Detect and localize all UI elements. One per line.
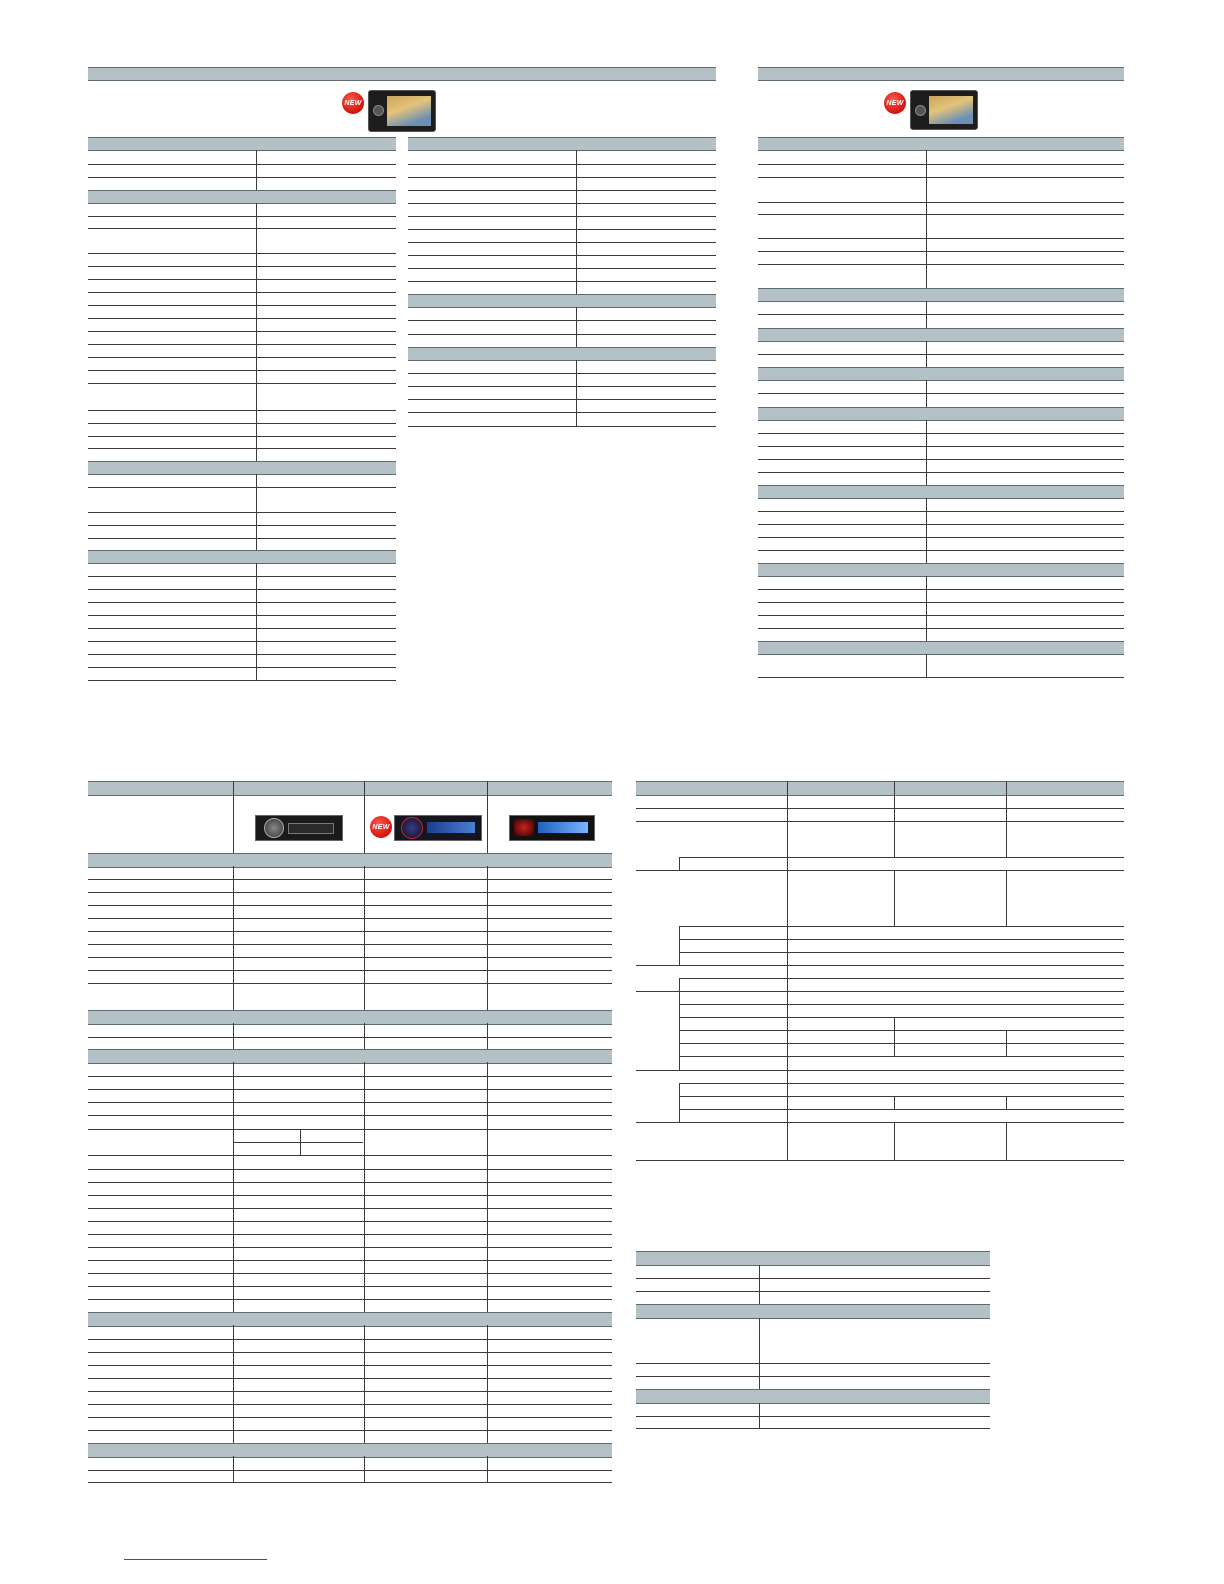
- table-row: [408, 229, 716, 230]
- table-row: [88, 1299, 612, 1300]
- section-header-bar: [88, 1443, 612, 1458]
- table-row: [758, 537, 1124, 538]
- footer-link-underline[interactable]: [124, 1559, 267, 1560]
- table-row: [636, 991, 1124, 992]
- table-row: [758, 524, 1124, 525]
- table-row: [88, 1365, 612, 1366]
- table-row: [88, 1404, 612, 1405]
- column-divider: [256, 150, 257, 190]
- table-row: [88, 944, 612, 945]
- column-divider: [487, 1325, 488, 1443]
- column-divider: [926, 654, 927, 678]
- table-row: [636, 808, 1124, 809]
- table-row: [88, 164, 396, 165]
- table-row: [758, 214, 1124, 215]
- table-row: [88, 436, 396, 437]
- table-row: [758, 354, 1124, 355]
- section-header-bar: [88, 550, 396, 564]
- section-header-bar: [88, 1049, 612, 1064]
- table-row: [88, 177, 396, 178]
- table-row: [88, 344, 396, 345]
- table-row: [88, 1352, 612, 1353]
- column-divider: [926, 576, 927, 641]
- car-stereo-product-image: [255, 815, 343, 841]
- table-row: [88, 628, 396, 629]
- table-row: [88, 512, 396, 513]
- table-row: [679, 939, 1124, 940]
- table-row: [88, 266, 396, 267]
- new-badge-icon: [342, 92, 364, 114]
- table-row: [758, 446, 1124, 447]
- column-divider: [1006, 1030, 1007, 1056]
- table-row: [88, 1102, 612, 1103]
- navigation-unit-product-image: [910, 90, 978, 130]
- table-row: [88, 279, 396, 280]
- table-row: [88, 292, 396, 293]
- table-row: [88, 602, 396, 603]
- table-row: [88, 1378, 612, 1379]
- table-row: [88, 1195, 612, 1196]
- table-row: [88, 1260, 612, 1261]
- column-divider: [894, 1122, 895, 1160]
- table-row: [636, 821, 1124, 822]
- table-row: [636, 1278, 990, 1279]
- table-row: [758, 251, 1124, 252]
- table-row: [758, 628, 1124, 629]
- column-divider: [894, 1096, 895, 1109]
- spec-table-navigation-unit-right: [758, 66, 1124, 686]
- table-row: [88, 654, 396, 655]
- table-row: [408, 203, 716, 204]
- table-row: [88, 216, 396, 217]
- table-row: [636, 1363, 990, 1364]
- table-row: [88, 615, 396, 616]
- table-row: [408, 320, 716, 321]
- table-row: [408, 373, 716, 374]
- table-row: [679, 1056, 1124, 1057]
- car-stereo-product-image: [394, 815, 482, 841]
- table-row: [233, 1142, 363, 1143]
- table-row: [88, 641, 396, 642]
- table-row: [408, 216, 716, 217]
- table-row: [758, 615, 1124, 616]
- column-divider: [926, 150, 927, 288]
- table-row: [408, 255, 716, 256]
- column-divider: [364, 1456, 365, 1483]
- table-row: [679, 926, 1124, 927]
- column-divider: [1006, 1122, 1007, 1160]
- table-row: [636, 1070, 1124, 1071]
- table-row: [408, 164, 716, 165]
- section-header-bar: [758, 485, 1124, 499]
- column-divider: [679, 857, 680, 870]
- section-header-bar: [758, 563, 1124, 577]
- column-divider: [487, 1062, 488, 1312]
- table-row: [88, 879, 612, 880]
- column-divider: [233, 1062, 234, 1312]
- new-badge-label: NEW: [372, 823, 390, 831]
- table-row: [408, 399, 716, 400]
- table-row: [636, 1291, 990, 1292]
- table-row: [758, 264, 1124, 265]
- table-row: [758, 393, 1124, 394]
- table-row: [758, 589, 1124, 590]
- table-row: [758, 238, 1124, 239]
- column-divider: [233, 1325, 234, 1443]
- table-row: [636, 1160, 1124, 1161]
- table-row: [88, 318, 396, 319]
- section-header-bar: [636, 1251, 990, 1266]
- table-row: [758, 511, 1124, 512]
- column-divider: [233, 781, 234, 853]
- table-row: [636, 1122, 1124, 1123]
- column-divider: [487, 866, 488, 1010]
- section-header-bar: [636, 781, 1124, 796]
- new-badge-label: NEW: [886, 99, 904, 107]
- section-header-bar: [408, 347, 716, 361]
- column-divider: [233, 1456, 234, 1483]
- column-divider: [364, 781, 365, 853]
- section-header-bar: [88, 781, 612, 796]
- table-row: [88, 487, 396, 488]
- table-row: [408, 386, 716, 387]
- column-divider: [1006, 870, 1007, 926]
- table-row: [408, 268, 716, 269]
- column-divider: [1006, 1096, 1007, 1109]
- table-row: [88, 1155, 612, 1156]
- car-stereo-product-image: [509, 815, 595, 841]
- table-row: [636, 1416, 990, 1417]
- column-divider: [487, 1456, 488, 1483]
- table-row: [636, 1428, 990, 1429]
- column-divider: [256, 474, 257, 550]
- column-divider: [487, 781, 488, 853]
- table-row: [88, 370, 396, 371]
- table-row: [408, 281, 716, 282]
- table-row: [88, 1076, 612, 1077]
- table-row: [88, 589, 396, 590]
- table-row: [408, 190, 716, 191]
- column-divider: [233, 866, 234, 1010]
- column-divider: [576, 307, 577, 347]
- table-row: [88, 1129, 612, 1130]
- section-header-bar: [88, 190, 396, 204]
- column-divider: [787, 781, 788, 1160]
- table-row: [88, 957, 612, 958]
- table-row: [88, 1208, 612, 1209]
- table-row: [636, 965, 1124, 966]
- section-header-bar: [758, 137, 1124, 151]
- spec-table-small: [636, 1251, 990, 1441]
- section-header-bar: [88, 1010, 612, 1025]
- column-divider: [1006, 781, 1007, 857]
- table-row: [88, 918, 612, 919]
- table-row: [88, 305, 396, 306]
- navigation-unit-product-image: [368, 90, 436, 132]
- table-row: [88, 538, 396, 539]
- table-row: [88, 1115, 612, 1116]
- column-divider: [926, 498, 927, 563]
- section-header-bar: [88, 853, 612, 868]
- table-row: [758, 202, 1124, 203]
- table-row: [88, 1482, 612, 1483]
- column-divider: [926, 380, 927, 407]
- table-row: [88, 1221, 612, 1222]
- table-row: [88, 680, 396, 681]
- table-row: [88, 383, 396, 384]
- section-header-bar: [636, 1389, 990, 1404]
- table-row: [88, 970, 612, 971]
- table-row: [679, 1043, 1124, 1044]
- section-header-bar: [88, 1312, 612, 1327]
- table-row: [679, 1004, 1124, 1005]
- column-divider: [894, 870, 895, 926]
- spec-table-navigation-unit-left: [88, 66, 716, 686]
- table-row: [88, 1339, 612, 1340]
- table-row: [408, 426, 716, 427]
- section-header-bar: [758, 288, 1124, 302]
- column-divider: [926, 420, 927, 485]
- table-row: [88, 1247, 612, 1248]
- column-divider: [679, 978, 680, 1070]
- table-row: [88, 1273, 612, 1274]
- table-row: [88, 525, 396, 526]
- table-row: [88, 892, 612, 893]
- section-header-bar: [758, 367, 1124, 381]
- column-divider: [679, 1083, 680, 1122]
- new-badge-label: NEW: [344, 99, 362, 107]
- column-divider: [256, 563, 257, 681]
- table-row: [88, 1234, 612, 1235]
- column-divider: [759, 1403, 760, 1429]
- table-row: [88, 905, 612, 906]
- new-badge-icon: [370, 816, 392, 838]
- column-divider: [926, 341, 927, 367]
- table-row: [636, 1376, 990, 1377]
- table-row: [758, 314, 1124, 315]
- section-header-bar: [636, 1304, 990, 1319]
- table-row: [758, 550, 1124, 551]
- table-row: [679, 1109, 1124, 1110]
- table-row: [88, 357, 396, 358]
- table-row: [758, 459, 1124, 460]
- table-row: [88, 1286, 612, 1287]
- table-row: [88, 576, 396, 577]
- table-row: [88, 228, 396, 229]
- column-divider: [576, 150, 577, 294]
- table-row: [88, 410, 396, 411]
- table-row: [88, 1417, 612, 1418]
- table-row: [88, 1182, 612, 1183]
- spec-table-receivers-comparison: [88, 781, 612, 1486]
- table-row: [88, 1089, 612, 1090]
- column-divider: [364, 1023, 365, 1049]
- table-row: [679, 952, 1124, 953]
- section-header-bar: [408, 294, 716, 308]
- product-title-bar: [758, 67, 1124, 81]
- section-header-bar: [758, 641, 1124, 655]
- table-row: [408, 412, 716, 413]
- column-divider: [759, 1265, 760, 1304]
- column-divider: [256, 203, 257, 461]
- column-divider: [926, 301, 927, 328]
- table-row: [88, 983, 612, 984]
- table-row: [88, 667, 396, 668]
- table-row: [679, 1083, 1124, 1084]
- table-row: [88, 1391, 612, 1392]
- table-row: [679, 1030, 1124, 1031]
- table-row: [636, 870, 1124, 871]
- table-row: [88, 931, 612, 932]
- column-divider: [364, 1062, 365, 1312]
- table-row: [758, 472, 1124, 473]
- column-divider: [894, 1017, 895, 1056]
- table-row: [88, 1037, 612, 1038]
- table-row: [679, 857, 1124, 858]
- table-row: [408, 242, 716, 243]
- column-divider: [300, 1129, 301, 1155]
- column-divider: [679, 926, 680, 965]
- section-header-bar: [408, 137, 716, 151]
- column-divider: [576, 360, 577, 427]
- column-divider: [487, 1023, 488, 1049]
- column-divider: [364, 866, 365, 1010]
- product-title-bar: [88, 67, 716, 81]
- column-divider: [759, 1318, 760, 1389]
- table-row: [679, 1096, 1124, 1097]
- column-divider: [233, 1023, 234, 1049]
- table-row: [88, 1470, 612, 1471]
- table-row: [758, 602, 1124, 603]
- table-row: [88, 1169, 612, 1170]
- table-row: [88, 423, 396, 424]
- table-row: [88, 1430, 612, 1431]
- table-row: [679, 978, 1124, 979]
- table-row: [88, 448, 396, 449]
- table-row: [88, 331, 396, 332]
- column-divider: [894, 781, 895, 857]
- section-header-bar: [758, 407, 1124, 421]
- table-row: [758, 677, 1124, 678]
- section-header-bar: [88, 137, 396, 151]
- section-header-bar: [88, 461, 396, 475]
- column-divider: [364, 1325, 365, 1443]
- table-row: [758, 177, 1124, 178]
- table-row: [758, 164, 1124, 165]
- table-row: [408, 177, 716, 178]
- spec-table-comparison-right: [636, 781, 1124, 1166]
- table-row: [679, 1017, 1124, 1018]
- table-row: [408, 334, 716, 335]
- new-badge-icon: [884, 92, 906, 114]
- table-row: [88, 253, 396, 254]
- table-row: [758, 433, 1124, 434]
- section-header-bar: [758, 328, 1124, 342]
